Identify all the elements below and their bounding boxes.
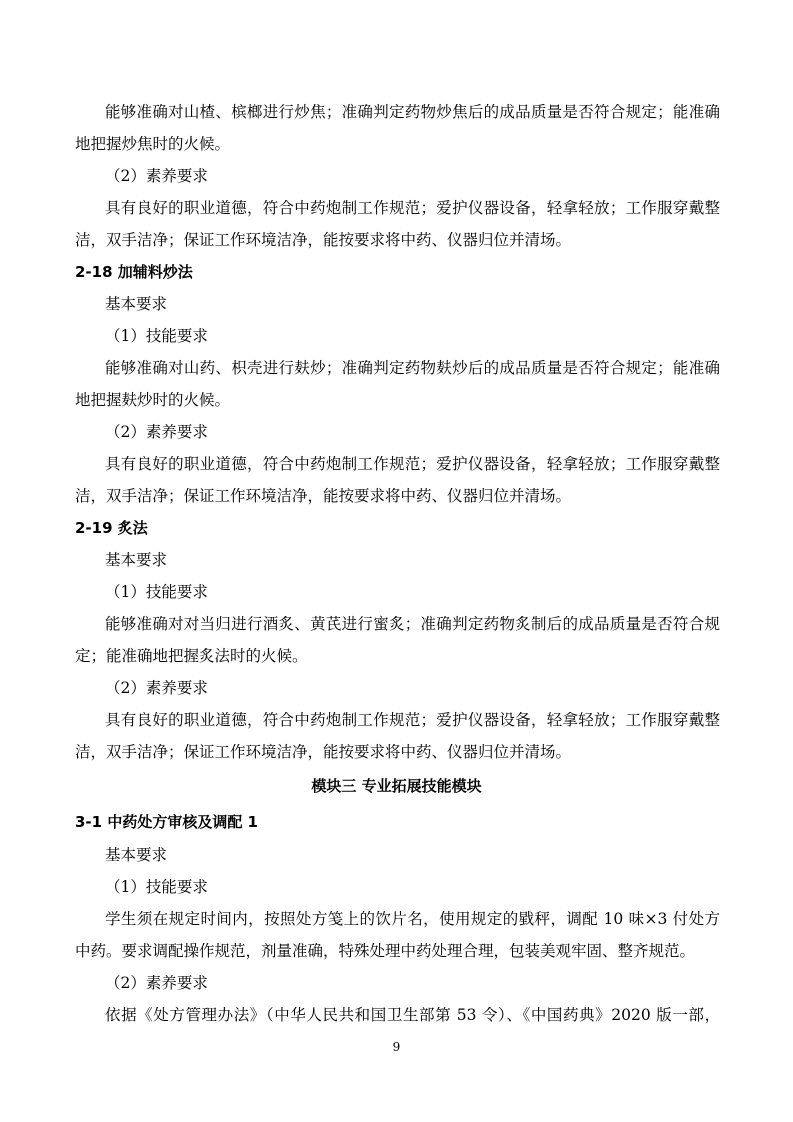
subsection-label: （2）素养要求 bbox=[105, 167, 208, 185]
paragraph-line: 具有良好的职业道德，符合中药炮制工作规范；爱护仪器设备，轻拿轻放；工作服穿戴整 bbox=[105, 199, 720, 217]
paragraph-line: 洁，双手洁净；保证工作环境洁净，能按要求将中药、仪器归位并清场。 bbox=[75, 487, 572, 505]
paragraph-line: 依据《处方管理办法》（中华人民共和国卫生部第 53 令）、《中国药典》2020 版一部， bbox=[105, 1006, 720, 1024]
paragraph-line: 具有良好的职业道德，符合中药炮制工作规范；爱护仪器设备，轻拿轻放；工作服穿戴整 bbox=[105, 711, 720, 729]
subsection-label: （2）素养要求 bbox=[105, 679, 208, 697]
subsection-label: （2）素养要求 bbox=[105, 423, 208, 441]
subsection-label: 基本要求 bbox=[105, 295, 168, 313]
section-heading: 3-1 中药处方审核及调配 1 bbox=[75, 813, 258, 831]
paragraph-line: 学生须在规定时间内，按照处方笺上的饮片名，使用规定的戥秤，调配 10 味×3 付处方 bbox=[105, 910, 720, 928]
paragraph-line: 中药。要求调配操作规范，剂量准确，特殊处理中药处理合理，包装美观牢固、整齐规范。 bbox=[75, 942, 696, 960]
paragraph-line: 能够准确对对当归进行酒炙、黄芪进行蜜炙；准确判定药物炙制后的成品质量是否符合规 bbox=[105, 615, 720, 633]
paragraph-line: 地把握炒焦时的火候。 bbox=[75, 135, 231, 153]
subsection-label: （2）素养要求 bbox=[105, 974, 208, 992]
paragraph-line: 洁，双手洁净；保证工作环境洁净，能按要求将中药、仪器归位并清场。 bbox=[75, 231, 572, 249]
paragraph-line: 能够准确对山药、枳壳进行麸炒；准确判定药物麸炒后的成品质量是否符合规定；能准确 bbox=[105, 359, 720, 377]
paragraph-line: 洁，双手洁净；保证工作环境洁净，能按要求将中药、仪器归位并清场。 bbox=[75, 743, 572, 761]
subsection-label: （1）技能要求 bbox=[105, 327, 208, 345]
module-title: 模块三 专业拓展技能模块 bbox=[311, 777, 482, 795]
section-heading: 2-18 加辅料炒法 bbox=[75, 263, 193, 281]
paragraph-line: 定；能准确地把握炙法时的火候。 bbox=[75, 647, 308, 665]
page-number: 9 bbox=[392, 1040, 401, 1054]
paragraph-line: 具有良好的职业道德，符合中药炮制工作规范；爱护仪器设备，轻拿轻放；工作服穿戴整 bbox=[105, 455, 720, 473]
subsection-label: 基本要求 bbox=[105, 551, 168, 569]
subsection-label: （1）技能要求 bbox=[105, 583, 208, 601]
paragraph-line: 地把握麸炒时的火候。 bbox=[75, 391, 231, 409]
subsection-label: （1）技能要求 bbox=[105, 878, 208, 896]
paragraph-line: 能够准确对山楂、槟榔进行炒焦；准确判定药物炒焦后的成品质量是否符合规定；能准确 bbox=[105, 103, 720, 121]
section-heading: 2-19 炙法 bbox=[75, 519, 148, 537]
subsection-label: 基本要求 bbox=[105, 846, 168, 864]
